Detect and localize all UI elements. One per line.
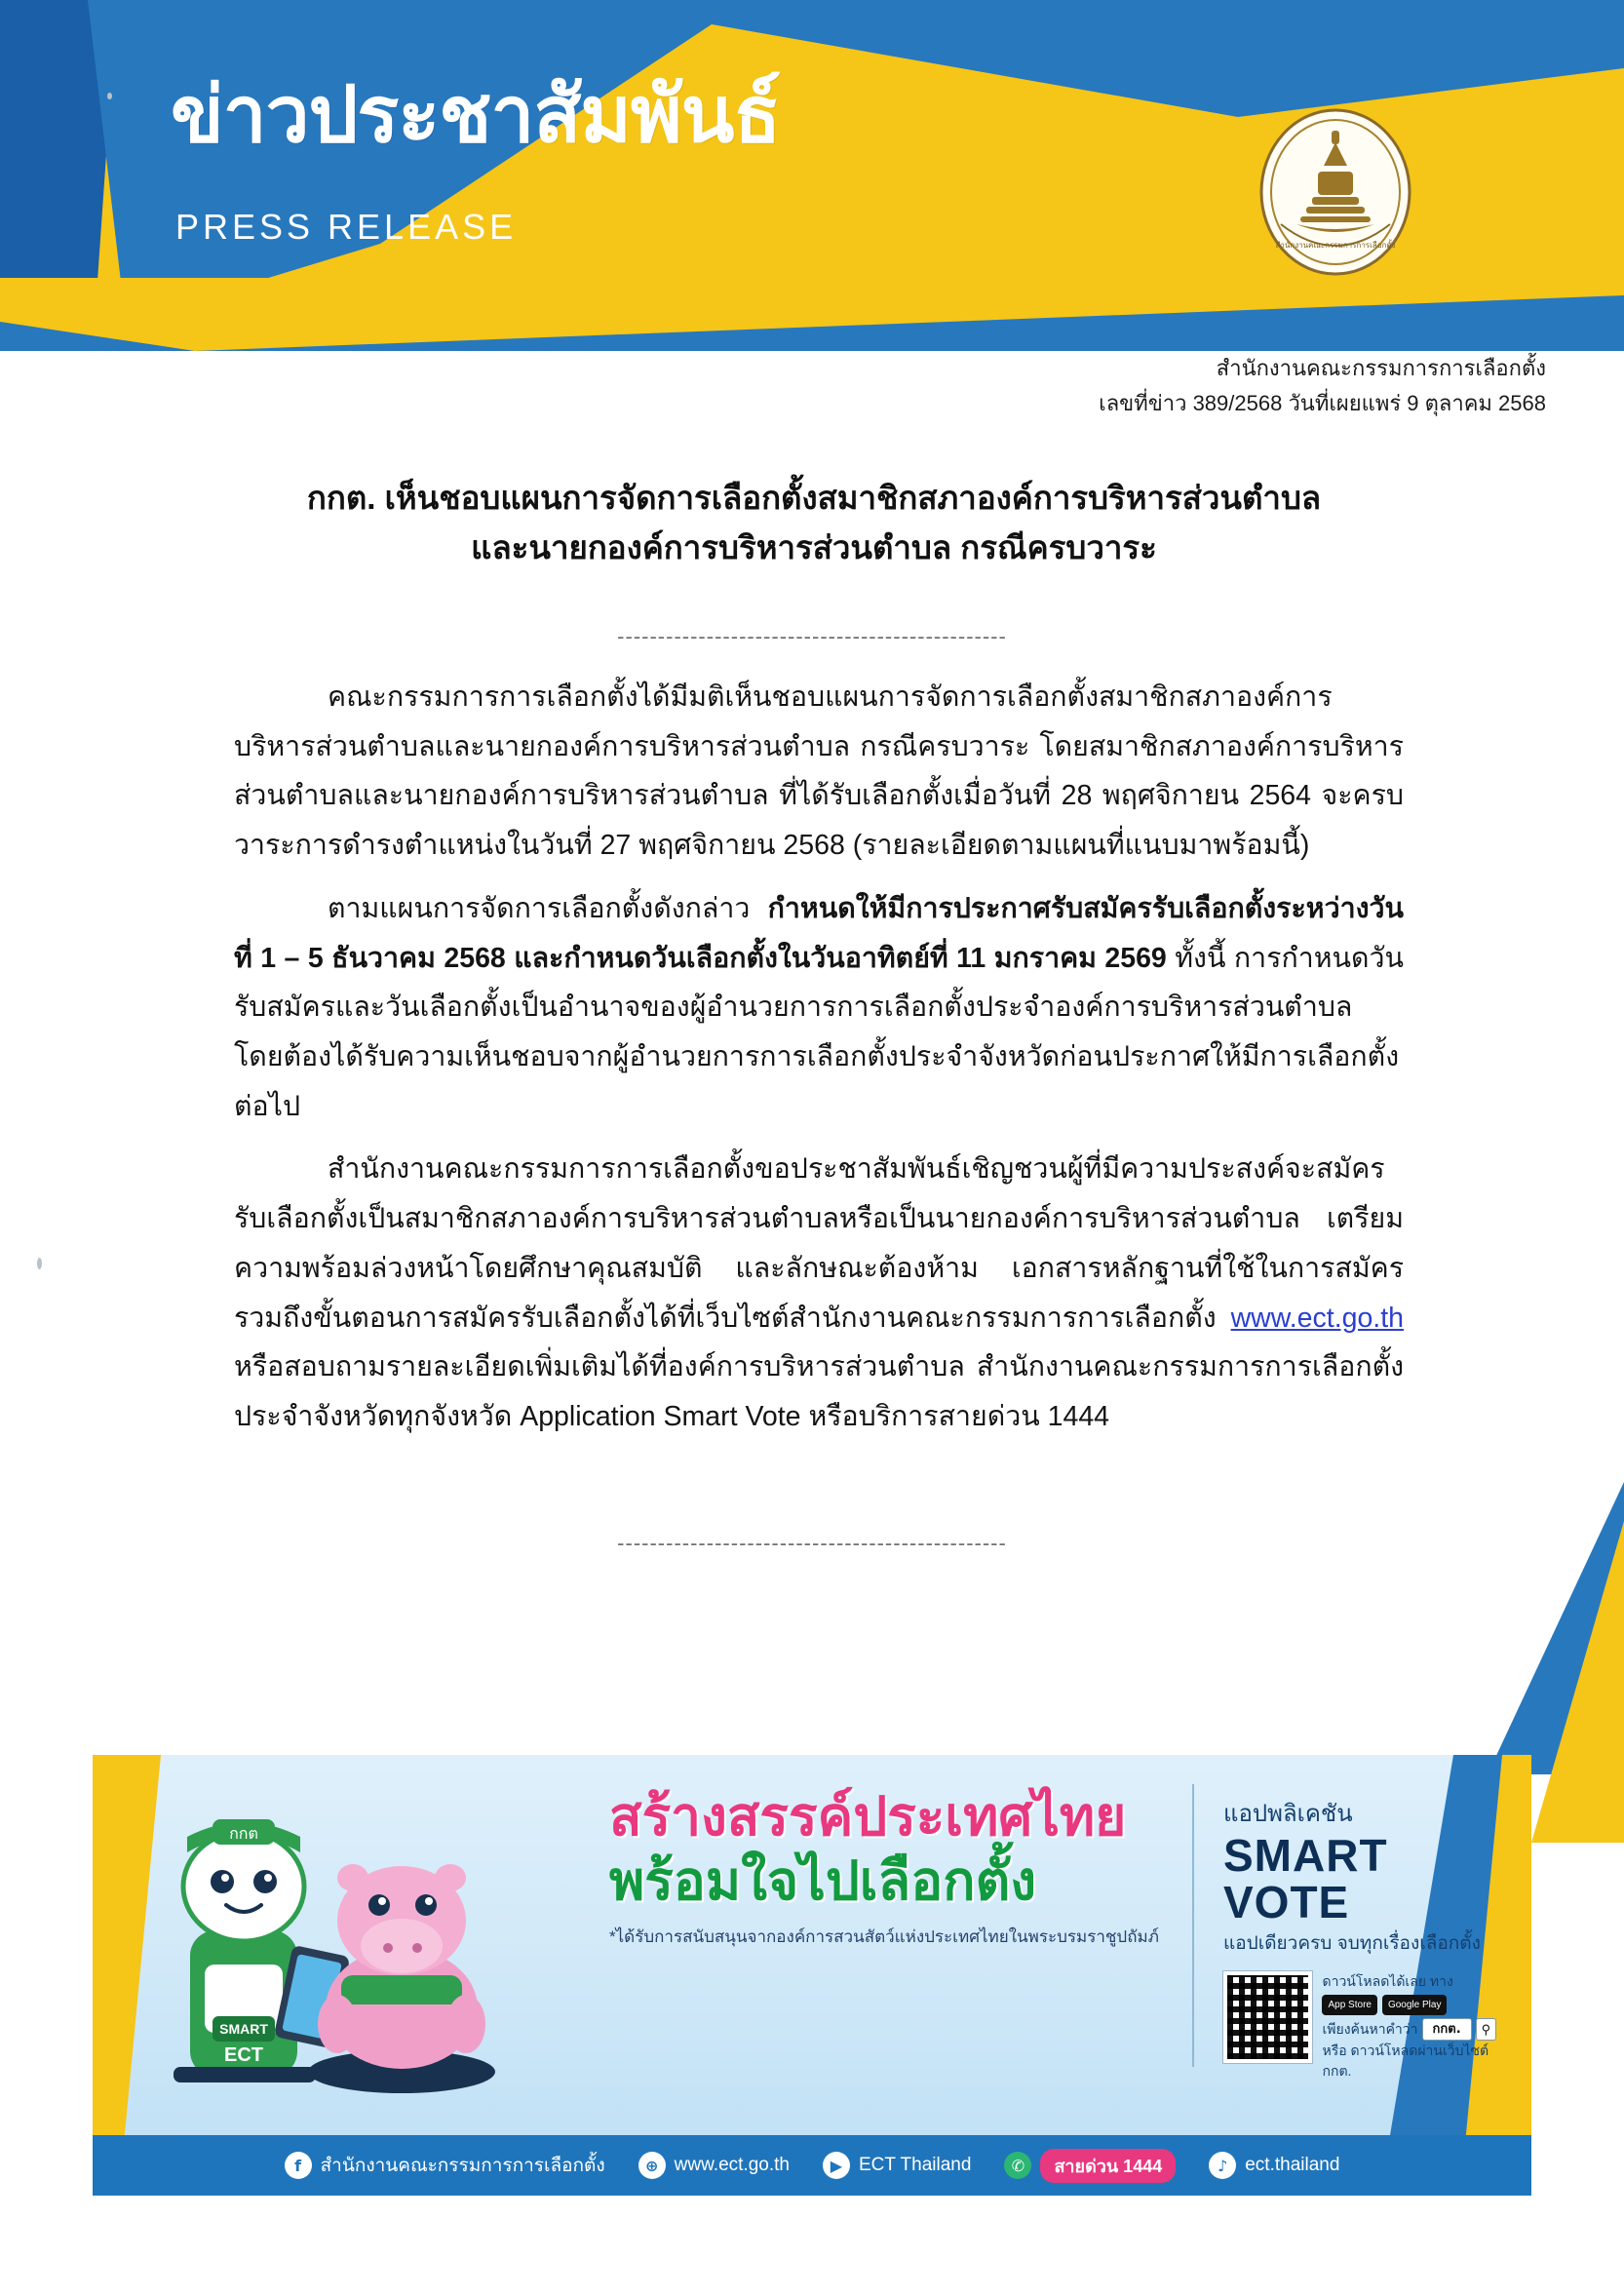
- tiktok-icon: ♪: [1209, 2152, 1236, 2179]
- app-store-badge[interactable]: App Store: [1322, 1995, 1376, 2015]
- google-play-badge[interactable]: Google Play: [1382, 1995, 1447, 2015]
- page-title: [205, 473, 1423, 572]
- search-label: เพียงค้นหาคำว่า: [1322, 2020, 1418, 2037]
- paragraph-2-tail: ทั้งนี้ การกำหนดวันรับสมัครและวันเลือกตั้งเป็นอำนาจของผู้อำนวยการการเลือกตั้งประจำองค์การบริหารส่วนตำบล โดยต้องได้รับความเห็นชอบจากผู้อำนวยการการเลือกตั้งประจำจังหวัดก่อนประกาศให้มีการเลือกตั้งต่อไป: [234, 942, 1404, 1122]
- page-title-line-1: กกต. เห็นชอบแผนการจัดการเลือกตั้งสมาชิกสภาองค์การบริหารส่วนตำบล: [306, 480, 1322, 516]
- app-tagline: แอปเดียวครบ จบทุกเรื่องเลือกตั้ง: [1223, 1932, 1481, 1954]
- contact-website[interactable]: [638, 2152, 790, 2179]
- contact-youtube[interactable]: [823, 2152, 971, 2179]
- divider-top: ------------------------------------------------: [617, 624, 1007, 648]
- youtube-icon: ▶: [823, 2152, 850, 2179]
- download-text: ดาวน์โหลดได้เลย ทาง: [1322, 1972, 1453, 1989]
- paragraph-2-highlight: กำหนดให้มีการประกาศรับสมัครรับเลือกตั้งระหว่างวันที่ 1 – 5 ธันวาคม 2568 และกำหนดวันเลือกตั้งในวันอาทิตย์ที่ 11 มกราคม 2569: [234, 892, 1404, 974]
- paragraph-2-lead: ตามแผนการจัดการเลือกตั้งดังกล่าว: [328, 892, 768, 924]
- dust-speck: [37, 1258, 42, 1269]
- campaign-slogan: [609, 1785, 1194, 1950]
- paragraph-3-text: สำนักงานคณะกรรมการการเลือกตั้งขอประชาสัมพันธ์เชิญชวนผู้ที่มีความประสงค์จะสมัครรับเลือกตั้งเป็นสมาชิกสภาองค์การบริหารส่วนตำบลหรือเป็นนายกองค์การบริหารส่วนตำบล เตรียมความพร้อมล่วงหน้าโดยศึกษาคุณสมบัติ และลักษณะต้องห้าม เอกสารหลักฐานที่ใช้ในการสมัคร รวมถึงขั้นตอนการสมัครรับเลือกตั้งได้ที่เว็บไซต์สำนักงานคณะกรรมการการเลือกตั้ง: [234, 1153, 1404, 1334]
- svg-text:สำนักงานคณะกรรมการการเลือกตั้ง: สำนักงานคณะกรรมการการเลือกตั้ง: [1275, 241, 1396, 250]
- svg-text:SMART: SMART: [219, 2021, 268, 2037]
- paragraph-3: [234, 1145, 1404, 1441]
- paragraph-2: [234, 884, 1404, 1132]
- contact-bar: [93, 2135, 1531, 2196]
- qr-code-icon[interactable]: [1223, 1971, 1312, 2063]
- meta-reference: เลขที่ข่าว 389/2568 วันที่เผยแพร่ 9 ตุลาคม 2568: [1099, 391, 1546, 416]
- paragraph-3-tail: หรือสอบถามรายละเอียดเพิ่มเติมได้ที่องค์การบริหารส่วนตำบล สำนักงานคณะกรรมการการเลือกตั้งประจำจังหวัดทุกจังหวัด Application Smart Vote หรือบริการสายด่วน 1444: [234, 1351, 1404, 1433]
- facebook-icon: f: [285, 2152, 312, 2179]
- contact-youtube-label: ECT Thailand: [858, 2155, 972, 2175]
- download-instructions: [1322, 1971, 1516, 2082]
- sponsor-note: *ได้รับการสนับสนุนจากองค์การสวนสัตว์แห่งประเทศไทยในพระบรมราชูปถัมภ์: [609, 1927, 1159, 1947]
- contact-hotline[interactable]: [1004, 2149, 1176, 2183]
- page-title-line-2: และนายกองค์การบริหารส่วนตำบล กรณีครบวาระ: [471, 529, 1157, 566]
- document-body: [234, 673, 1404, 1456]
- divider-bottom: ------------------------------------------------: [617, 1531, 1007, 1555]
- slogan-line-2: พร้อมใจไปเลือกตั้ง: [609, 1848, 1037, 1912]
- ect-website-link[interactable]: www.ect.go.th: [1230, 1302, 1404, 1334]
- dust-speck: [107, 93, 112, 99]
- search-term: กกต.: [1422, 2018, 1472, 2042]
- app-name: SMART VOTE: [1223, 1830, 1388, 1928]
- search-icon[interactable]: ⚲: [1476, 2018, 1497, 2042]
- ect-seal: [1257, 107, 1413, 278]
- contact-hotline-label: สายด่วน 1444: [1040, 2149, 1176, 2183]
- globe-icon: ⊕: [638, 2152, 666, 2179]
- app-download-row: [1223, 1971, 1516, 2082]
- slogan-line-1: สร้างสรรค์ประเทศไทย: [609, 1785, 1127, 1848]
- mascot-illustration: [136, 1784, 546, 2135]
- svg-text:ECT: ECT: [224, 2044, 263, 2066]
- contact-facebook[interactable]: [285, 2151, 605, 2180]
- contact-facebook-label: สำนักงานคณะกรรมการการเลือกตั้ง: [320, 2156, 605, 2176]
- paragraph-1: คณะกรรมการการเลือกตั้งได้มีมติเห็นชอบแผนการจัดการเลือกตั้งสมาชิกสภาองค์การบริหารส่วนตำบลและนายกองค์การบริหารส่วนตำบล กรณีครบวาระ โดยสมาชิกสภาองค์การบริหารส่วนตำบลและนายกองค์การบริหารส่วนตำบล ที่ได้รับเลือกตั้งเมื่อวันที่ 28 พฤศจิกายน 2564 จะครบวาระการดำรงตำแหน่งในวันที่ 27 พฤศจิกายน 2568 (รายละเอียดตามแผนที่แนบมาพร้อมนี้): [234, 681, 1404, 862]
- app-label: แอปพลิเคชัน: [1223, 1801, 1353, 1827]
- website-alt-text: หรือ ดาวน์โหลดผ่านเว็บไซต์ กกต.: [1322, 2043, 1489, 2080]
- campaign-banner: [93, 1755, 1531, 2164]
- contact-website-label: www.ect.go.th: [674, 2155, 790, 2175]
- search-hint: [1322, 2018, 1516, 2042]
- smart-vote-block: [1223, 1794, 1516, 2082]
- phone-icon: ✆: [1004, 2152, 1031, 2179]
- document-meta: [1099, 351, 1546, 422]
- contact-tiktok[interactable]: [1209, 2152, 1339, 2179]
- svg-text:กกต: กกต: [229, 1824, 258, 1843]
- meta-organization: สำนักงานคณะกรรมการการเลือกตั้ง: [1216, 356, 1546, 380]
- contact-tiktok-label: ect.thailand: [1245, 2155, 1340, 2175]
- store-badges: [1322, 1995, 1516, 2015]
- banner-divider: [1192, 1784, 1194, 2067]
- header-title-thai: ข่าวประชาสัมพันธ์: [171, 69, 781, 160]
- header-title-english: PRESS RELEASE: [175, 207, 518, 247]
